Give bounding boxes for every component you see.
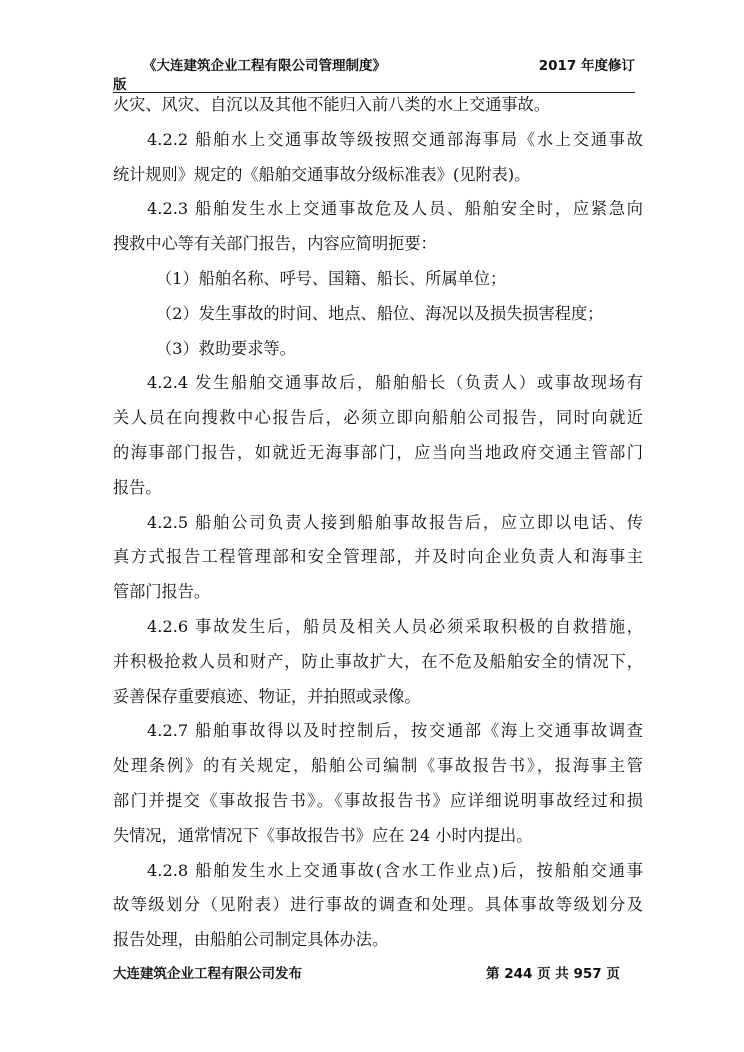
list-item: （1）船舶名称、呼号、国籍、船长、所属单位；	[156, 268, 507, 288]
body-line: 4.2.7 船舶事故得以及时控制后，按交通部《海上交通事故调查	[147, 721, 643, 741]
page-number: 第 244 页 共 957 页	[486, 966, 620, 982]
header-edition: 2017 年度修订	[538, 58, 635, 74]
body-line: 4.2.4 发生船舶交通事故后，船舶船长（负责人）或事故现场有	[147, 373, 643, 393]
document-body	[113, 88, 643, 958]
page-header	[113, 52, 635, 93]
body-line: 4.2.8 船舶发生水上交通事故(含水工作业点)后，按船舶交通事	[147, 860, 643, 880]
body-line: 4.2.5 船舶公司负责人接到船舶事故报告后，应立即以电话、传	[147, 512, 643, 532]
body-line: 4.2.6 事故发生后，船员及相关人员必须采取积极的自救措施，	[147, 616, 643, 636]
header-edition-wrap: 版	[113, 77, 127, 93]
page-footer	[113, 962, 635, 984]
body-line: 报告。	[113, 477, 162, 497]
body-line: 报告处理，由船舶公司制定具体办法。	[113, 930, 389, 950]
body-line: 处理条例》的有关规定，船舶公司编制《事故报告书》，报海事主管	[113, 756, 643, 776]
body-line: 统计规则》规定的《船舶交通事故分级标准表》(见附表)。	[113, 164, 531, 184]
body-line: 妥善保存重要痕迹、物证，并拍照或录像。	[113, 686, 421, 706]
body-line: 4.2.3 船舶发生水上交通事故危及人员、船舶安全时，应紧急向	[147, 199, 643, 219]
body-line: 搜救中心等有关部门报告，内容应简明扼要：	[113, 234, 437, 254]
body-line: 真方式报告工程管理部和安全管理部，并及时向企业负责人和海事主	[113, 547, 643, 567]
body-line: 关人员在向搜救中心报告后，必须立即向船舶公司报告，同时向就近	[113, 408, 643, 428]
body-line: 并积极抢救人员和财产，防止事故扩大，在不危及船舶安全的情况下，	[113, 651, 643, 671]
body-line: 部门并提交《事故报告书》。《事故报告书》应详细说明事故经过和损	[113, 790, 643, 810]
body-line: 故等级划分（见附表）进行事故的调查和处理。具体事故等级划分及	[113, 895, 643, 915]
body-line: 失情况，通常情况下《事故报告书》应在 24 小时内提出。	[113, 825, 533, 845]
list-item: （2）发生事故的时间、地点、船位、海况以及损失损害程度；	[156, 303, 604, 323]
body-line: 火灾、风灾、自沉以及其他不能归入前八类的水上交通事故。	[113, 95, 551, 114]
body-line: 4.2.2 船舶水上交通事故等级按照交通部海事局《水上交通事故	[147, 129, 643, 149]
list-item: （3）救助要求等。	[156, 338, 296, 358]
header-title: 《大连建筑企业工程有限公司管理制度》	[143, 58, 386, 74]
body-line: 管部门报告。	[113, 582, 211, 602]
body-line: 的海事部门报告，如就近无海事部门，应当向当地政府交通主管部门	[113, 442, 643, 462]
footer-publisher: 大连建筑企业工程有限公司发布	[113, 966, 302, 982]
